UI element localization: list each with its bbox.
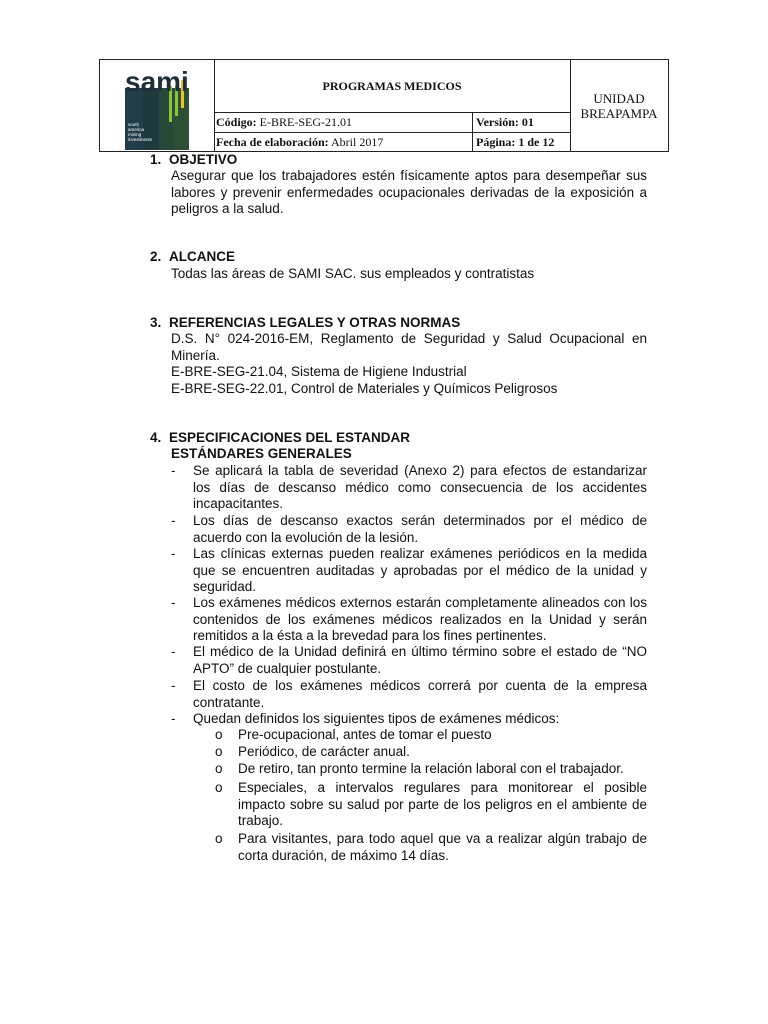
unit-cell <box>570 60 668 151</box>
pagina-label: Página: <box>476 135 516 149</box>
fecha-cell <box>216 135 383 150</box>
sub-item: Para visitantes, para todo aquel que va a realizar algún trabajo de corta duración, de máximo 14 días. <box>238 831 647 863</box>
logo-cell <box>100 60 215 151</box>
svg-text:sami: sami <box>125 66 189 97</box>
sub-item: Pre-ocupacional, antes de tomar el puesto <box>238 727 492 742</box>
sub-bullet-marker: o <box>215 780 223 795</box>
sub-bullet-marker: o <box>215 831 223 846</box>
sub-bullet-marker: o <box>215 744 223 759</box>
fecha-row <box>214 132 570 151</box>
bullet-dash: - <box>171 644 176 659</box>
codigo-value: E-BRE-SEG-21.01 <box>259 115 352 129</box>
bullet-item: Las clínicas externas pueden realizar exámenes periódicos en la medida que se encuentren auditadas y aprobadas por el médico de la unidad y seguridad. <box>193 546 647 594</box>
header-middle <box>214 60 571 151</box>
section-4-number: 4. <box>150 430 162 445</box>
section-2-title: ALCANCE <box>169 249 235 264</box>
unit-line-2: BREAPAMPA <box>580 106 658 121</box>
codigo-cell <box>216 115 352 130</box>
sub-item: Periódico, de carácter anual. <box>238 744 410 759</box>
fecha-value: Abril 2017 <box>331 135 384 149</box>
document-title: PROGRAMAS MEDICOS <box>322 79 462 93</box>
section-1-number: 1. <box>150 152 162 167</box>
version-cell <box>476 115 534 130</box>
section-3-number: 3. <box>150 315 162 330</box>
svg-text:south: south <box>128 122 140 127</box>
bullet-dash: - <box>171 711 176 726</box>
section-4-title: ESPECIFICACIONES DEL ESTANDAR <box>169 430 411 445</box>
bullet-item: Quedan definidos los siguientes tipos de exámenes médicos: <box>193 711 560 726</box>
fecha-label: Fecha de elaboración: <box>216 135 329 149</box>
section-2-text: Todas las áreas de SAMI SAC. sus empleados y contratistas <box>171 266 535 281</box>
bullet-dash: - <box>171 463 176 478</box>
bullet-item: Los exámenes médicos externos estarán completamente alineados con los contenidos de los exámenes médicos realizados en la Unidad y serán remitidos a la ésta a la brevedad para los fines pertinentes. <box>193 595 647 643</box>
bullet-dash: - <box>171 595 176 610</box>
sub-bullet-marker: o <box>215 761 223 776</box>
version-label: Versión: <box>476 115 519 129</box>
bullet-item: El costo de los exámenes médicos correrá por cuenta de la empresa contratante. <box>193 678 647 710</box>
unit-line-1: UNIDAD <box>593 91 645 106</box>
reference-1: D.S. N° 024-2016-EM, Reglamento de Seguridad y Salud Ocupacional en Minería. <box>171 331 647 363</box>
sub-item: Especiales, a intervalos regulares para monitorear el posible impacto sobre su salud por parte de los peligros en el ambiente de trabajo. <box>238 780 647 828</box>
unit-name <box>570 91 668 121</box>
section-2-number: 2. <box>150 249 162 264</box>
section-1-text: Asegurar que los trabajadores estén físicamente aptos para desempeñar sus labores y prevenir enfermedades ocupacionales derivadas de la exposición a peligros a la salud. <box>171 168 647 216</box>
sami-logo <box>125 62 189 150</box>
pagina-value: 1 de 12 <box>518 135 555 149</box>
bullet-item: El médico de la Unidad definirá en último término sobre el estado de “NO APTO” de cualquier postulante. <box>193 644 647 676</box>
title-row <box>214 60 570 113</box>
sub-item: De retiro, tan pronto termine la relación laboral con el trabajador. <box>238 761 624 776</box>
svg-text:america: america <box>128 127 145 132</box>
svg-text:investments: investments <box>128 137 153 142</box>
bullet-dash: - <box>171 546 176 561</box>
reference-3: E-BRE-SEG-22.01, Control de Materiales y Químicos Peligrosos <box>171 381 558 396</box>
bullet-item: Se aplicará la tabla de severidad (Anexo 2) para efectos de estandarizar los días de descanso médico como consecuencia de los accidentes incapacitantes. <box>193 463 647 511</box>
document-header-table <box>99 59 669 152</box>
section-4-subtitle: ESTÁNDARES GENERALES <box>171 446 352 461</box>
version-value: 01 <box>521 115 534 129</box>
sub-bullet-marker: o <box>215 727 223 742</box>
svg-text:mining: mining <box>128 132 142 137</box>
codigo-label: Código: <box>216 115 257 129</box>
bullet-item: Los días de descanso exactos serán determinados por el médico de acuerdo con la evolución de la lesión. <box>193 513 647 545</box>
section-1-title: OBJETIVO <box>169 152 238 167</box>
pagina-cell <box>476 135 554 150</box>
bullet-dash: - <box>171 678 176 693</box>
section-3-title: REFERENCIAS LEGALES Y OTRAS NORMAS <box>169 315 461 330</box>
codigo-row <box>214 112 570 133</box>
reference-2: E-BRE-SEG-21.04, Sistema de Higiene Industrial <box>171 364 467 379</box>
bullet-dash: - <box>171 513 176 528</box>
